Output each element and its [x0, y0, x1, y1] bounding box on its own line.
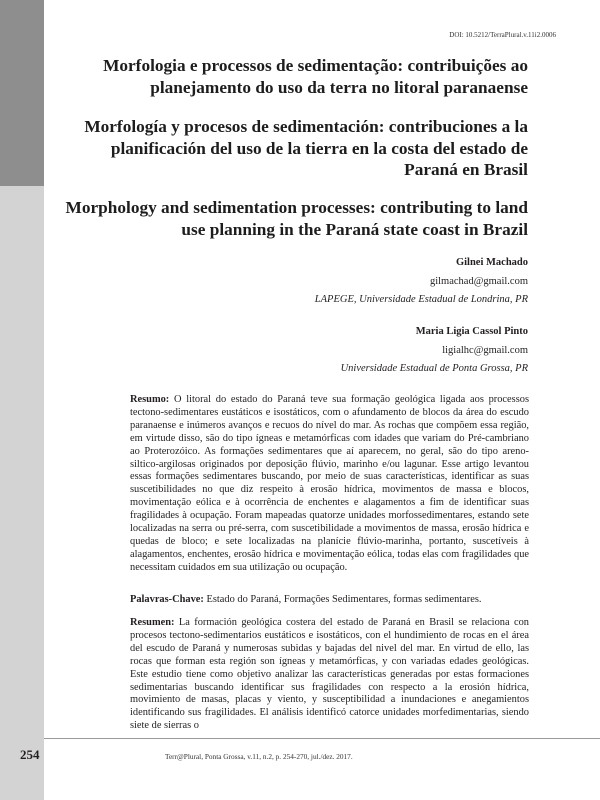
author-affiliation: Universidade Estadual de Ponta Grossa, PR [340, 363, 528, 374]
page-number: 254 [20, 747, 40, 762]
sidebar-band [0, 0, 44, 800]
author-name: Maria Ligia Cassol Pinto [415, 326, 528, 337]
resumen-label: Resumen: [130, 617, 175, 628]
sidebar-band-dark [0, 0, 44, 186]
title-portuguese: Morfologia e processos de sedimentação: contribuições ao planejamento do uso da terra no litoral paranaense [103, 56, 528, 97]
author-email: gilmachad@gmail.com [429, 275, 528, 287]
resumen-text: La formación geológica costera del estado de Paraná en Brasil se relaciona con procesos tectono-sedimentarios eustáticos e isostáticos, con el hundimiento de rocas en el área del escudo de Paraná y numerosas subidas y bajadas del nivel del mar. En virtud de ello, las rocas que forman esta región son ígneas y metamórficas, y con variadas edades geológicas. Este estudio tiene como objetivo analizar las características generadas por estas formaciones sedimentarias buscando identificar sus fragilidades con respecto a la erosión hídrica, movimiento de masas, placas y viento, y susceptibilidad a inundaciones e anegamientos identificando sus fragilidades. El análisis identificó catorce unidades morfedimentarias, siendo siete de sierras o [130, 617, 529, 732]
title-english: Morphology and sedimentation processes: contributing to land use planning in the Paraná state coast in Brazil [65, 198, 528, 239]
abstract-text: O litoral do estado do Paraná teve sua formação geológica ligada aos processos tectono-sedimentares eustáticos e isostáticos, com o afundamento de blocos da área do escudo paranaense e inúmeros avanços e recuos do nível do mar. As rochas que compõem essa região, em virtude disso, são do tipo ígneas e metamórficas com idades que variam do Pré-cambriano ao Proterozóico. As formações sedimentares que aí aparecem, no geral, são do tipo areno-siltico-argilosas originados por deposição flúvio, marinho e/ou lagunar. Esse artigo levantou essas formações sedimentares buscando, por meio de suas características, identificar as suas suscetibilidades no que diz respeito à erosão hídrica, movimentos de massa e blocos, movimentação eólica e à ocorrência de enchentes e alagamentos a fim de identificar suas fragilidades à ocupação. Foram mapeadas quatorze unidades morfossedimentares, estando sete localizadas na serra ou pré-serra, com suscetibilidade a movimentos de massa, erosão hídrica e quedas de bloco; e sete localizadas na planície flúvio-marinha, portanto, suscetíveis à alagamentos, enchentes, erosão hídrica e movimentação eólica, todas elas com fragilidades que necessitam cuidados em sua utilização ou ocupação. [130, 394, 529, 573]
footer-divider [44, 738, 600, 739]
doi-text: DOI: 10.5212/TerraPlural.v.11i2.0006 [449, 31, 556, 39]
keywords [130, 594, 529, 607]
author-affiliation: LAPEGE, Universidade Estadual de Londrina, PR [314, 294, 528, 305]
abstract-portuguese [130, 394, 529, 575]
author-name: Gilnei Machado [455, 257, 528, 268]
author-1 [315, 254, 528, 310]
footer-citation: Terr@Plural, Ponta Grossa, v.11, n.2, p. 254-270, jul./dez. 2017. [165, 752, 353, 761]
author-2 [341, 323, 528, 379]
abstract-spanish [130, 617, 529, 733]
author-email: ligialhc@gmail.com [442, 344, 528, 356]
keywords-text: Estado do Paraná, Formações Sedimentares, formas sedimentares. [206, 594, 482, 605]
keywords-label: Palavras-Chave: [130, 594, 204, 605]
abstract-label: Resumo: [130, 394, 170, 405]
title-spanish: Morfología y procesos de sedimentación: contribuciones a la planificación del uso de la tierra en la costa del estado de Paraná en Brasil [84, 117, 528, 179]
